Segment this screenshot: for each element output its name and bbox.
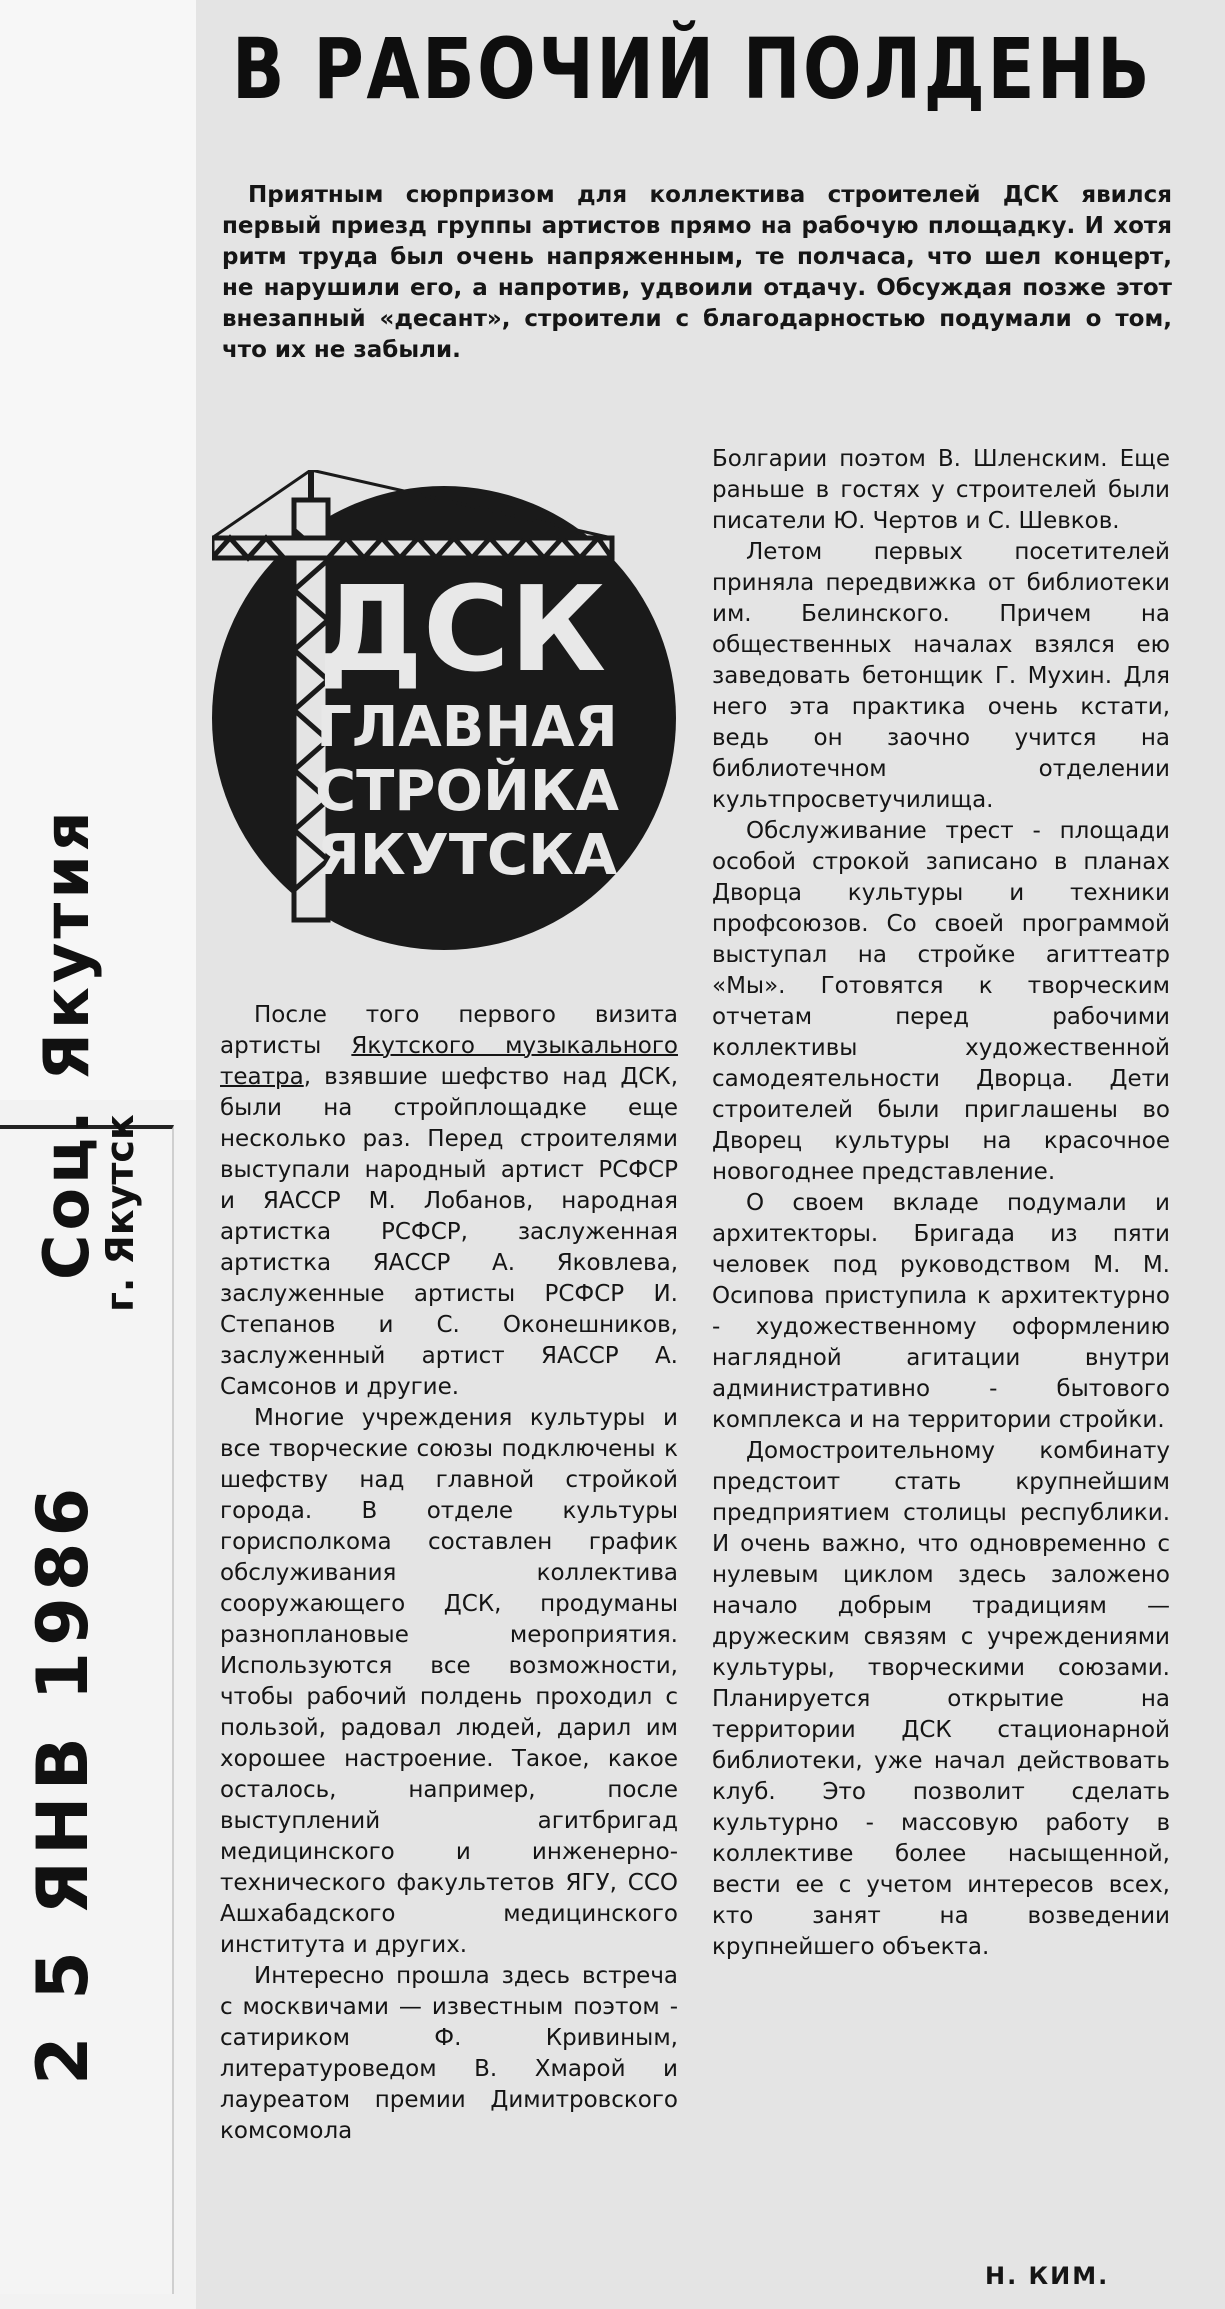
left-paragraph-1: После того первого визита артисты Якутского музыкального театра, взявшие шефство над ДСК, были на стройплощадке еще несколько раз. Перед строителями выступали народный артист РСФСР и ЯАССР М. Лобанов, народная артистка РСФСР, заслуженная артистка ЯАССР А. Яковлева, заслуженные артисты РСФСР И. Степанов и С. Оконешников, заслуженный артист ЯАССР А. Самсонов и другие. <box>220 1002 678 1400</box>
logo-line2: СТРОЙКА <box>315 759 619 824</box>
left-paragraph-2: Многие учреждения культуры и все творческие союзы подключены к шефству над главной стройкой города. В отделе культуры горисполкома составлен график обслуживания коллектива сооружающего ДСК, продуманы разноплановые мероприятия. Используются все возможности, чтобы рабочий полдень проходил с пользой, радовал людей, дарил им хорошее настроение. Такое, какое осталось, например, после выступлений агитбригад медицинского и инженерно-технического факультетов ЯГУ, ССО Ашхабадского медицинского института и других. <box>220 1405 678 1958</box>
right-paragraph-4: Домостроительному комбинату предстоит стать крупнейшим предприятием столицы республики. И очень важно, что одновременно с нулевым циклом здесь заложено начало добрым традициям — дружеским связям с учреждениями культуры, творческими союзами. Планируется открытие на территории ДСК стационарной библиотеки, уже начал действовать клуб. Это позволит сделать культурно - массовую работу в коллективе более насыщенной, вести ее с учетом интересов всех, кто занят на возведении крупнейшего объекта. <box>712 1438 1170 1960</box>
theatre-name: Якутского музыкального театра <box>220 1033 678 1090</box>
left-column <box>220 1000 678 2147</box>
right-paragraph-0: Болгарии поэтом В. Шленским. Еще раньше в гостях у строителей были писатели Ю. Чертов и С. Шевков. <box>712 446 1170 534</box>
dsk-logo <box>212 470 692 960</box>
logo-title: ДСК <box>317 560 607 698</box>
right-column <box>712 444 1170 1963</box>
author-signature: Н. КИМ. <box>985 2262 1110 2290</box>
article-lead: Приятным сюрпризом для коллектива строителей ДСК явился первый приезд группы артистов прямо на рабочую площадку. И хотя ритм труда был очень напряженным, те полчаса, что шел концерт, не нарушили его, а напротив, удвоили отдачу. Обсуждая позже этот внезапный «десант», строители с благодарностью подумали о том, что их не забыли. <box>222 182 1172 363</box>
logo-line1: ГЛАВНАЯ <box>316 695 618 760</box>
stamp-newspaper-name: Соц. Якутия <box>30 807 103 1280</box>
stamp-city: г. Якутск <box>98 1114 142 1312</box>
right-paragraph-1: Летом первых посетителей приняла передвижка от библиотеки им. Белинского. Причем на общественных началах взялся ею заведовать бетонщик Г. Мухин. Для него эта практика очень кстати, ведь он заочно учится на библиотечном отделении культпросветучилища. <box>712 539 1170 813</box>
right-paragraph-3: О своем вкладе подумали и архитекторы. Бригада из пяти человек под руководством М. М. Осипова приступила к архитектурно - художественному оформлению наглядной агитации внутри административно - бытового комплекса и на территории стройки. <box>712 1190 1170 1433</box>
right-paragraph-2: Обслуживание трест - площади особой строкой записано в планах Дворца культуры и техники профсоюзов. Со своей программой выступал на стройке агиттеатр «Мы». Готовятся к творческим отчетам перед рабочими коллективы художественной самодеятельности Дворца. Дети строителей были приглашены во Дворец культуры на красочное новогоднее представление. <box>712 818 1170 1185</box>
logo-line3: ЯКУТСКА <box>316 823 618 888</box>
article-headline: В РАБОЧИЙ ПОЛДЕНЬ <box>232 20 1153 118</box>
stamp-date: 2 5 ЯНВ 1986 <box>22 1481 104 2085</box>
left-paragraph-3: Интересно прошла здесь встреча с москвичами — известным поэтом - сатириком Ф. Кривиным, литературоведом В. Хмарой и лауреатом премии Димитровского комсомола <box>220 1963 678 2144</box>
